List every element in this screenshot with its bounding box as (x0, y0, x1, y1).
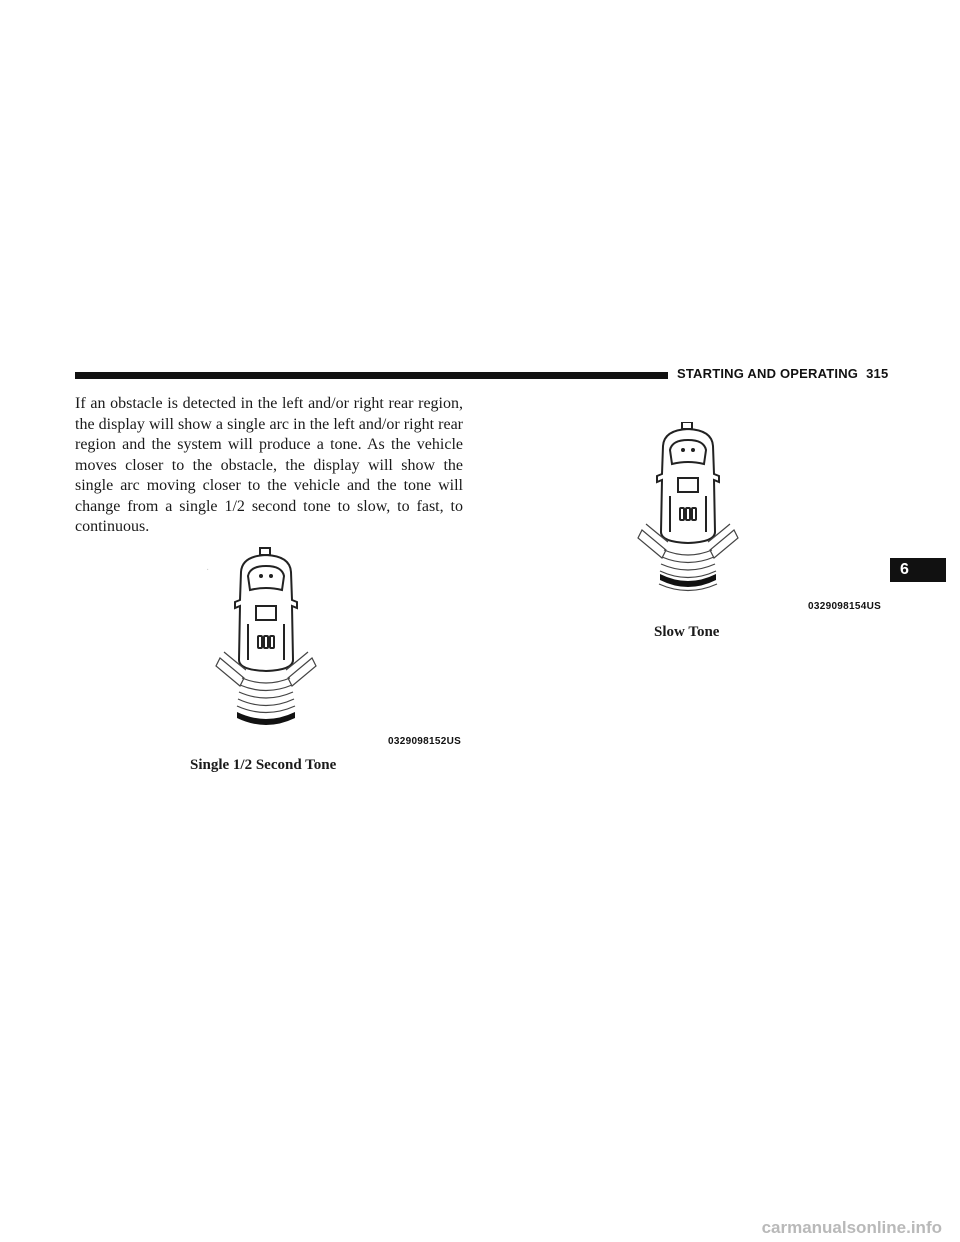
header-rule (75, 372, 668, 379)
figure-code: 0329098154US (808, 601, 882, 612)
chapter-tab: 6 (890, 558, 946, 582)
section-title: STARTING AND OPERATING (677, 366, 859, 381)
park-assist-diagram-single-tone (198, 542, 478, 752)
figure-code: 0329098152US (388, 736, 462, 747)
figure-caption: Single 1/2 Second Tone (190, 757, 337, 773)
park-assist-diagram-slow-tone (620, 422, 890, 622)
body-paragraph: If an obstacle is detected in the left and/or right rear region, the display will show a single arc in the left and/or right rear region and the system will produce a tone. As the vehicle moves closer to the obstacle, the display will show the single arc moving closer to the vehicle and the tone will change from a single 1/2 second tone to slow, to fast, to continuous. (75, 395, 463, 535)
figure-caption: Slow Tone (654, 624, 720, 640)
page-number: 315 (866, 366, 889, 381)
figure-single-tone (198, 542, 478, 752)
watermark-text: carmanualsonline.info (761, 1218, 942, 1237)
svg-text:·: · (206, 564, 210, 575)
running-header (677, 366, 888, 381)
figure-slow-tone (620, 422, 890, 622)
